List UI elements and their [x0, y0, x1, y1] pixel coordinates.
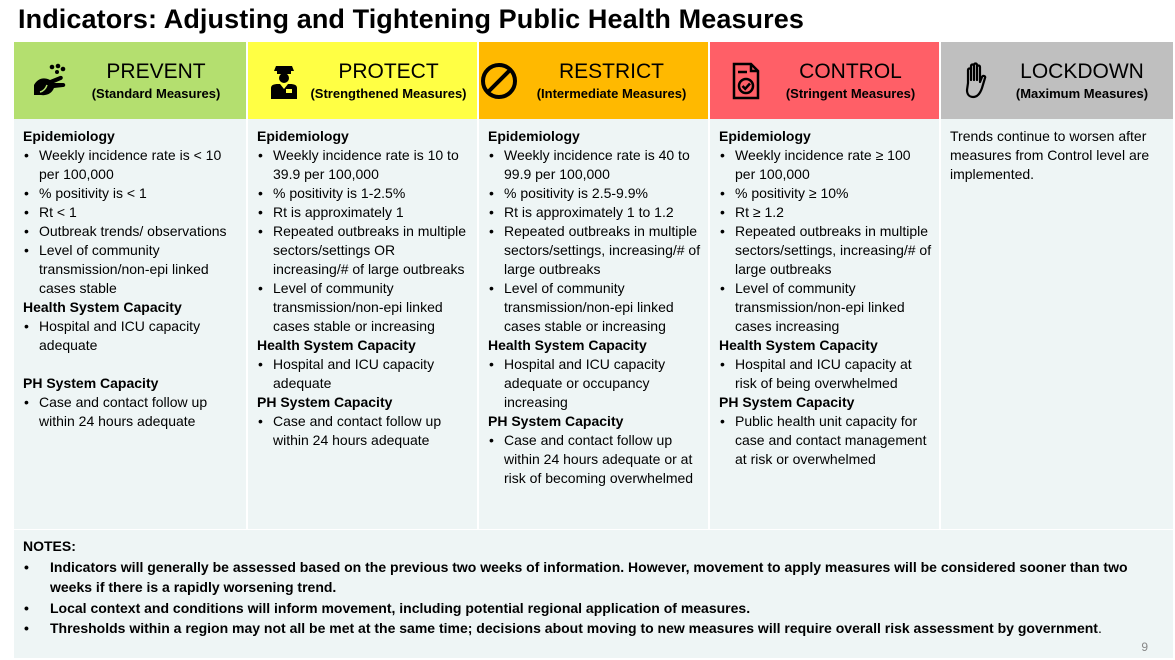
note-item: [23, 618, 1163, 639]
notes-section: [14, 530, 1173, 658]
level-subtitle: (Maximum Measures): [1015, 85, 1149, 101]
header-row: [14, 42, 1173, 119]
level-subtitle: (Standard Measures): [91, 85, 221, 101]
list-item: • Weekly incidence rate ≥ 100 per 100,000: [719, 146, 933, 184]
list-item: • Level of community transmission/non-epi linked cases stable or increasing: [257, 279, 471, 336]
section-heading: Health System Capacity: [23, 299, 182, 315]
list-item: • Level of community transmission/non-epi linked cases stable or increasing: [488, 279, 702, 336]
level-name: RESTRICT: [559, 59, 664, 83]
section-heading: Health System Capacity: [257, 337, 416, 353]
cell-protect: [248, 119, 479, 529]
note-last-word: government: [1017, 620, 1098, 636]
list-item: • % positivity is < 1: [23, 184, 240, 203]
list-item: • Case and contact follow up within 24 hours adequate or at risk of becoming overwhelmed: [488, 431, 702, 488]
level-subtitle: (Intermediate Measures): [536, 85, 687, 101]
list-item: • Hospital and ICU capacity adequate or occupancy increasing: [488, 355, 702, 412]
list-item: • Weekly incidence rate is 40 to 99.9 per 100,000: [488, 146, 702, 184]
list-item: • % positivity ≥ 10%: [719, 184, 933, 203]
notes-heading: NOTES:: [23, 538, 76, 554]
indicator-table: [14, 42, 1173, 529]
cell-control: [710, 119, 941, 529]
header-protect: [248, 42, 479, 119]
list-item: • Rt ≥ 1.2: [719, 203, 933, 222]
list-item: • Level of community transmission/non-epi linked cases increasing: [719, 279, 933, 336]
list-item: • Public health unit capacity for case and contact management at risk or overwhelmed: [719, 412, 933, 469]
list-item: • Repeated outbreaks in multiple sectors/settings OR increasing/# of large outbreaks: [257, 222, 471, 279]
section-heading: PH System Capacity: [488, 413, 624, 429]
section-heading: Health System Capacity: [719, 337, 878, 353]
list-item: • Repeated outbreaks in multiple sectors/settings, increasing/# of large outbreaks: [488, 222, 702, 279]
list-item: • Hospital and ICU capacity adequate: [257, 355, 471, 393]
level-subtitle: (Stringent Measures): [785, 85, 916, 101]
level-name: PREVENT: [106, 59, 206, 83]
list-item: • % positivity is 1-2.5%: [257, 184, 471, 203]
list-item: • Weekly incidence rate is 10 to 39.9 per 100,000: [257, 146, 471, 184]
list-item: • Weekly incidence rate is < 10 per 100,000: [23, 146, 240, 184]
hand-washing-icon: [30, 61, 70, 101]
body-row: [14, 119, 1173, 529]
list-item: • Rt is approximately 1: [257, 203, 471, 222]
note-period: .: [1097, 620, 1102, 636]
section-heading: PH System Capacity: [719, 394, 855, 410]
header-control: [710, 42, 941, 119]
page-number: 9: [1141, 640, 1148, 654]
header-prevent: [14, 42, 248, 119]
level-name: CONTROL: [799, 59, 902, 83]
note-text: Thresholds within a region may not all be met at the same time; decisions about moving to new measures will require overall risk assessment by: [50, 620, 1014, 636]
officer-icon: [264, 61, 304, 101]
raised-hand-icon: [955, 61, 995, 101]
cell-restrict: [479, 119, 710, 529]
section-heading: Epidemiology: [719, 128, 811, 144]
list-item: • Hospital and ICU capacity at risk of being overwhelmed: [719, 355, 933, 393]
page-title: Indicators: Adjusting and Tightening Public Health Measures: [18, 4, 804, 34]
prohibited-icon: [479, 61, 519, 101]
note-item: • Indicators will generally be assessed based on the previous two weeks of information. However, movement to apply measures will be considered sooner than two weeks if there is a rapidly worsening trend.: [23, 557, 1163, 598]
list-item: • Case and contact follow up within 24 hours adequate: [23, 393, 240, 431]
section-heading: Health System Capacity: [488, 337, 647, 353]
list-item: • Case and contact follow up within 24 hours adequate: [257, 412, 471, 450]
list-item: • Hospital and ICU capacity adequate: [23, 317, 240, 355]
section-heading: PH System Capacity: [23, 375, 159, 391]
list-item: • % positivity is 2.5-9.9%: [488, 184, 702, 203]
level-name: PROTECT: [338, 59, 439, 83]
list-item: • Level of community transmission/non-epi linked cases stable: [23, 241, 240, 298]
section-heading: PH System Capacity: [257, 394, 393, 410]
cell-prevent: [14, 119, 248, 529]
level-subtitle: (Strengthened Measures): [310, 85, 467, 101]
document-check-icon: [726, 61, 766, 101]
section-heading: Epidemiology: [23, 128, 115, 144]
cell-lockdown: [941, 119, 1173, 529]
list-item: • Rt < 1: [23, 203, 240, 222]
note-item: • Local context and conditions will inform movement, including potential regional application of measures.: [23, 598, 1163, 619]
lockdown-text: Trends continue to worsen after measures from Control level are implemented.: [950, 128, 1150, 182]
list-item: • Repeated outbreaks in multiple sectors/settings, increasing/# of large outbreaks: [719, 222, 933, 279]
list-item: • Outbreak trends/ observations: [23, 222, 240, 241]
section-heading: Epidemiology: [488, 128, 580, 144]
header-lockdown: [941, 42, 1173, 119]
header-restrict: [479, 42, 710, 119]
section-heading: Epidemiology: [257, 128, 349, 144]
list-item: • Rt is approximately 1 to 1.2: [488, 203, 702, 222]
level-name: LOCKDOWN: [1020, 59, 1144, 83]
